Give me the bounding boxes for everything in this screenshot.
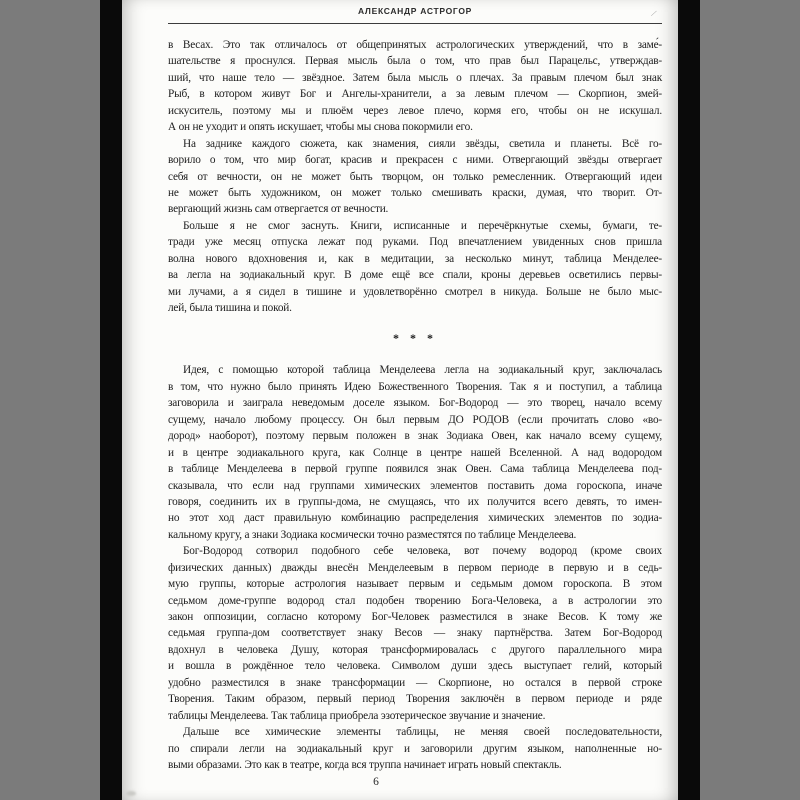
- text-line: выми образами. Это как в театре, когда вся труппа начинает играть новый спектакль.: [168, 758, 562, 771]
- text-line: искуситель, поэтому мы и плюём через левое плечо, кормя его, чтобы он не искушал.: [168, 104, 662, 117]
- text-line: Рыб, в котором живут Бог и Ангелы-хранители, а за левым плечом — Скорпион, змей-: [168, 88, 662, 101]
- page-header-title: АЛЕКСАНДР АСТРОГОР: [357, 6, 473, 16]
- text-line: в том, что нужно было принять Идею Божественного Творения. Так я и поступил, а таблица: [168, 380, 662, 393]
- text-line: в Весах. Это так отличалось от общепринятых астрологических утверждений, что в заме́-: [168, 39, 662, 51]
- text-line: шательстве я проснулся. Первая мысль была о том, что прав был Парацельс, утверждав-: [168, 55, 662, 68]
- text-line: Идея, с помощью которой таблица Менделеева легла на зодиакальный круг, заключалась: [183, 364, 662, 377]
- text-line: себя от вечности, он не может быть творцом, он только ремесленник. Отвергающий идеи: [168, 170, 662, 183]
- text-line: не может быть художником, он может только смешивать краски, думая, что творит. От-: [168, 186, 662, 199]
- text-line: и вошла в рождённое тело человека. Символом души здесь выступает гелий, который: [168, 660, 662, 673]
- text-line: ший, что наше тело — звёздное. Затем была мысль о плечах. За правым плечом был знак: [168, 71, 662, 84]
- text-line: закон оппозиции, согласно которому Бог-Человек разместился в знаке Весов. К тому же: [168, 611, 662, 623]
- text-line: Больше я не смог заснуть. Книги, исписанные и перечёркнутые схемы, бумаги, те-: [183, 219, 662, 232]
- scan-edge-right: [678, 0, 700, 800]
- text-line: в таблице Менделеева в первой группе появился знак Овен. Сама таблица Менделеева под-: [168, 463, 662, 476]
- text-line: тради уже месяц отпуска лежат под руками. Под впечатлением увиденных снов пришла: [168, 236, 662, 249]
- text-line: мую группы, которые астрология называет первым и седьмым домом гороскопа. В этом: [168, 578, 662, 591]
- text-line: таблицы Менделеева. Так таблица приобрела эзотерическое звучание и значение.: [168, 709, 546, 722]
- text-line: кальному кругу, а знаки Зодиака космически точно разместятся по таблице Менделеева.: [168, 528, 577, 541]
- body-text: [168, 37, 662, 773]
- text-line: Дальше все химические элементы таблицы, не меняя своей последовательности,: [183, 726, 662, 739]
- text-line: сущему, начало любому процессу. Он был первым ДО РОДОВ (если прочитать слово «во-: [168, 413, 662, 426]
- text-line: по спирали легли на зодиакальный круг и заговорили другим языком, наполненные но-: [168, 742, 662, 755]
- text-line: Бог-Водород сотворил подобного себе человека, вот почему водород (кроме своих: [183, 545, 662, 558]
- text-line: сказывала, что если над группами химических элементов поставить дома гороскопа, иначе: [168, 479, 662, 492]
- text-line: волна нового вдохновения и, как в медитации, за несколько минут, таблица Менделее-: [168, 252, 662, 265]
- book-page: [122, 0, 678, 800]
- text-line: Творения. Таким образом, первый период Творения заключён в первом периоде и ряде: [168, 693, 662, 706]
- scan-edge-left: [100, 0, 122, 800]
- text-line: вдохнул в человека Душу, которая трансформировалась с другого параллельного мира: [168, 643, 662, 656]
- page-number: 6: [373, 776, 379, 788]
- text-line: вергающий жизнь сам отвергается от вечности.: [168, 203, 389, 216]
- text-line: лей, была тишина и покой.: [168, 302, 292, 314]
- text-line: ворило о том, что мир богат, красив и прекрасен с ними. Отвергающий звёзды отвергает: [168, 154, 662, 167]
- text-line: А он не уходит и опять искушает, чтобы мы снова покормили его.: [168, 121, 473, 134]
- text-line: дород» наоборот), поэтому первым положен в знак Зодиака Овен, как начало всему сущему,: [168, 430, 662, 443]
- text-line: удобно разместился в знаке трансформации — Скорпионе, но остался в первой строке: [168, 676, 662, 689]
- text-line: но этот ход даст правильную комбинацию распределения химических элементов по зодиа-: [168, 512, 662, 525]
- asterisk-separator: * * *: [393, 331, 437, 346]
- text-line: седьмом доме-группе водород стал подобен творению Бога-Человека, а в астрологии это: [168, 594, 662, 607]
- text-line: На заднике каждого сюжета, как знамения, сияли звёзды, светила и планеты. Всё го-: [183, 137, 662, 150]
- scan-artifact-mark: ⁄: [652, 8, 656, 19]
- text-line: седьмая группа-дом соответствует знаку Весов — знаку партнёрства. Затем Бог-Водород: [168, 627, 662, 640]
- text-line: говоря, соединить их в группы-дома, не смущаясь, что их получится всего девять, то имен-: [168, 495, 662, 508]
- text-line: и в центре зодиакального круга, как Солнце в центре нашей Вселенной. А над водородом: [168, 446, 662, 459]
- text-line: ва легла на зодиакальный круг. В доме ещё все спали, кроны деревьев осветились первы-: [168, 269, 662, 282]
- scan-artifact-smudge: [126, 791, 136, 796]
- text-line: ми лучами, а я сидел в тишине и удовлетворённо смотрел в никуда. Больше не было мыс-: [168, 285, 662, 298]
- text-line: заговорила и заиграла неведомым доселе языком. Бог-Водород — это творец, начало всему: [168, 397, 662, 410]
- header-rule: [168, 23, 662, 24]
- text-line: физических данных) дважды внесён Менделеевым в первом периоде в первую и в седь-: [168, 561, 662, 574]
